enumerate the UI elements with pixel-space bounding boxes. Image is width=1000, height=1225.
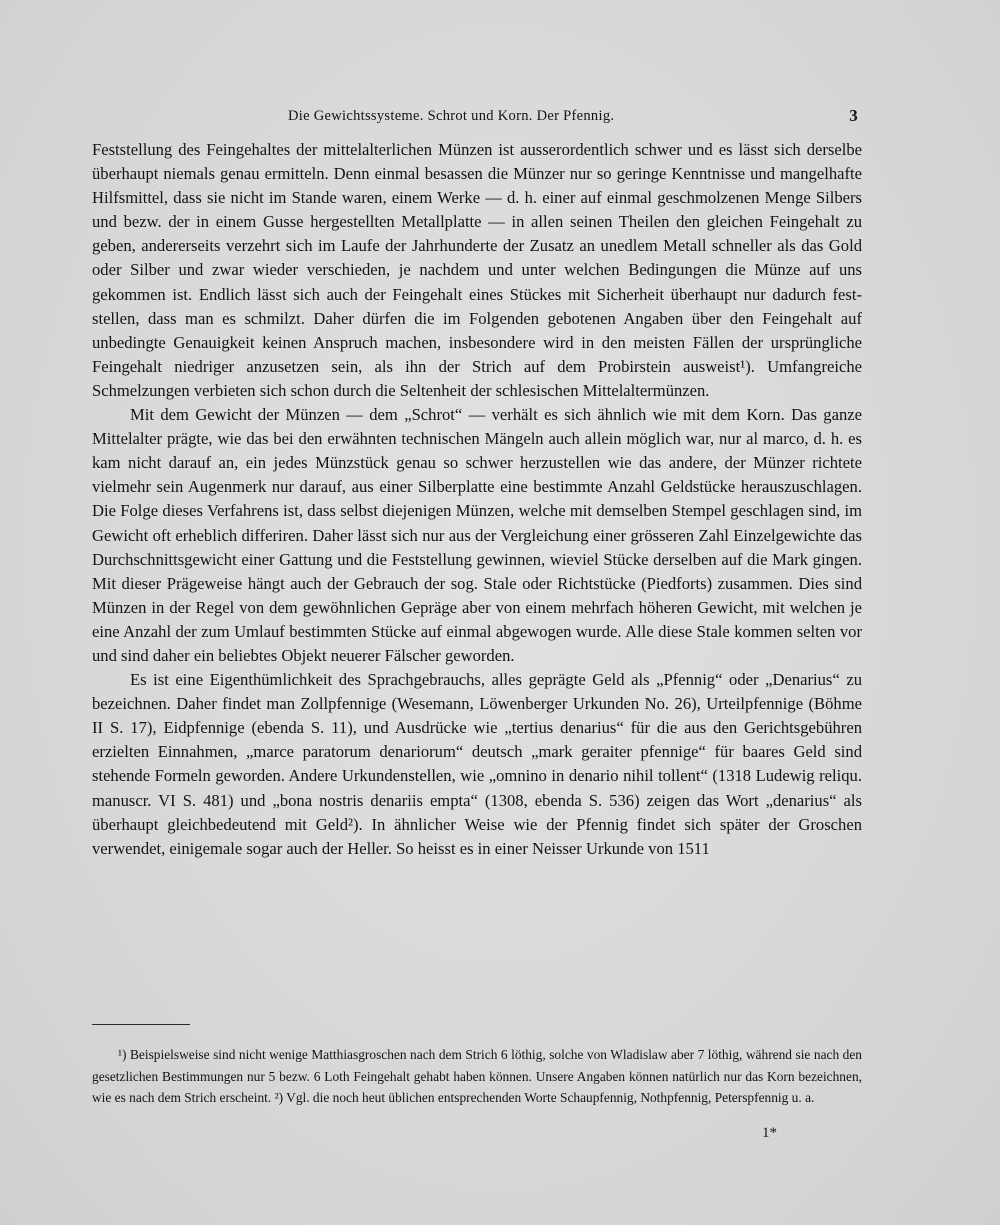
signature-mark: 1*: [762, 1125, 777, 1141]
paragraph-schrot: Mit dem Gewicht der Münzen — dem „Schrot“ — verhält es sich ähnlich wie mit dem Korn. Das ganze Mittelalter prägte, wie das bei den erwähnten technischen Mängeln auch allein möglich war, nur al marco, d. h. es kam nicht darauf an, ein jedes Münzstück genau so schwer herzustellen wie das andere, der Münzer richtete vielmehr sein Augenmerk nur darauf, aus einer Silberplatte eine bestimmte Anzahl Geldstücke herauszuschlagen. Die Folge dieses Verfahrens ist, dass selbst diejenigen Münzen, welche mit demselben Stempel geschlagen sind, im Gewicht oft erheblich differiren. Daher lässt sich nur aus der Vergleichung einer grösseren Zahl Einzelgewichte das Durchschnittsgewicht einer Gattung und die Feststellung gewinnen, wieviel Stücke derselben auf die Mark gingen. Mit dieser Prägeweise hängt auch der Gebrauch der sog. Stale oder Richtstücke (Piedforts) zusammen. Dies sind Münzen in der Regel von dem gewöhnlichen Gepräge aber von einem mehrfach höheren Gewicht, mit welchen je eine Anzahl der zum Umlauf bestimmten Stücke auf einmal abgewogen wurde. Alle diese Stale kommen selten vor und sind daher ein beliebtes Objekt neuerer Fälscher geworden.: [92, 405, 862, 665]
body-text: [92, 138, 862, 861]
running-head: [92, 108, 862, 132]
footnotes: [92, 1044, 862, 1109]
paragraph-feingehalt: Feststellung des Feingehaltes der mittelalterlichen Münzen ist ausserordentlich schwer und es lässt sich derselbe überhaupt niemals genau ermitteln. Denn einmal besassen die Münzer nur so geringe Kenntnisse und mangelhafte Hilfsmittel, dass sie nicht im Stande waren, einem Werke — d. h. einer auf einmal geschmolzenen Menge Silbers und bezw. der in einem Gusse hergestellten Metallplatte — in allen seinen Theilen den gleichen Feingehalt zu geben, andererseits verzehrt sich im Laufe der Jahrhunderte der Zusatz an unedlem Metall schneller als das Gold oder Silber und zwar wieder verschieden, je nachdem und unter welchen Bedingungen die Münze auf uns gekommen ist. Endlich lässt sich auch der Feingehalt eines Stückes mit Sicherheit überhaupt nur dadurch feststellen, dass man es schmilzt. Daher dürfen die im Folgenden gebotenen Angaben über den Feingehalt auf unbedingte Genauigkeit keinen Anspruch machen, insbesondere wird in den meisten Fällen der ursprüngliche Feingehalt niedriger anzusetzen sein, als ihn der Strich auf dem Probirstein ausweist¹). Umfangreiche Schmelzungen verbieten sich schon durch die Seltenheit der schlesischen Mittelaltermünzen.: [92, 140, 862, 400]
footnote-divider: [92, 1024, 190, 1025]
page-number: 3: [849, 106, 858, 125]
paragraph-pfennig: Es ist eine Eigenthümlichkeit des Sprachgebrauchs, alles geprägte Geld als „Pfennig“ oder „Denarius“ zu bezeichnen. Daher findet man Zollpfennige (Wesemann, Löwenberger Urkunden No. 26), Urteilpfennige (Böhme II S. 17), Eidpfennige (ebenda S. 11), und Ausdrücke wie „tertius denarius“ für die aus den Gerichtsgebühren erzielten Einnahmen, „marce paratorum denariorum“ deutsch „mark geraiter pfennige“ für baares Geld sind stehende Formeln geworden. Andere Urkundenstellen, wie „omnino in denario nihil tollent“ (1318 Ludewig reliqu. manuscr. VI S. 481) und „bona nostris denariis empta“ (1308, ebenda S. 536) zeigen das Wort „denarius“ als überhaupt gleichbedeutend mit Geld²). In ähnlicher Weise wie der Pfennig findet sich später der Groschen verwendet, einigemale sogar auch der Heller. So heisst es in einer Neisser Urkunde von 1511: [92, 670, 862, 858]
running-head-title: Die Gewichtssysteme. Schrot und Korn. Der Pfennig.: [288, 108, 615, 124]
footnote-text: ¹) Beispielsweise sind nicht wenige Matthiasgroschen nach dem Strich 6 löthig, solche von Wladislaw aber 7 löthig, während sie nach den gesetzlichen Bestimmungen nur 5 bezw. 6 Loth Feingehalt gehabt haben können. Unsere Angaben können natürlich nur das Korn bezeichnen, wie es nach dem Strich erscheint. ²) Vgl. die noch heut üblichen entsprechenden Worte Schaupfennig, Nothpfennig, Peterspfennig u. a.: [92, 1047, 862, 1105]
